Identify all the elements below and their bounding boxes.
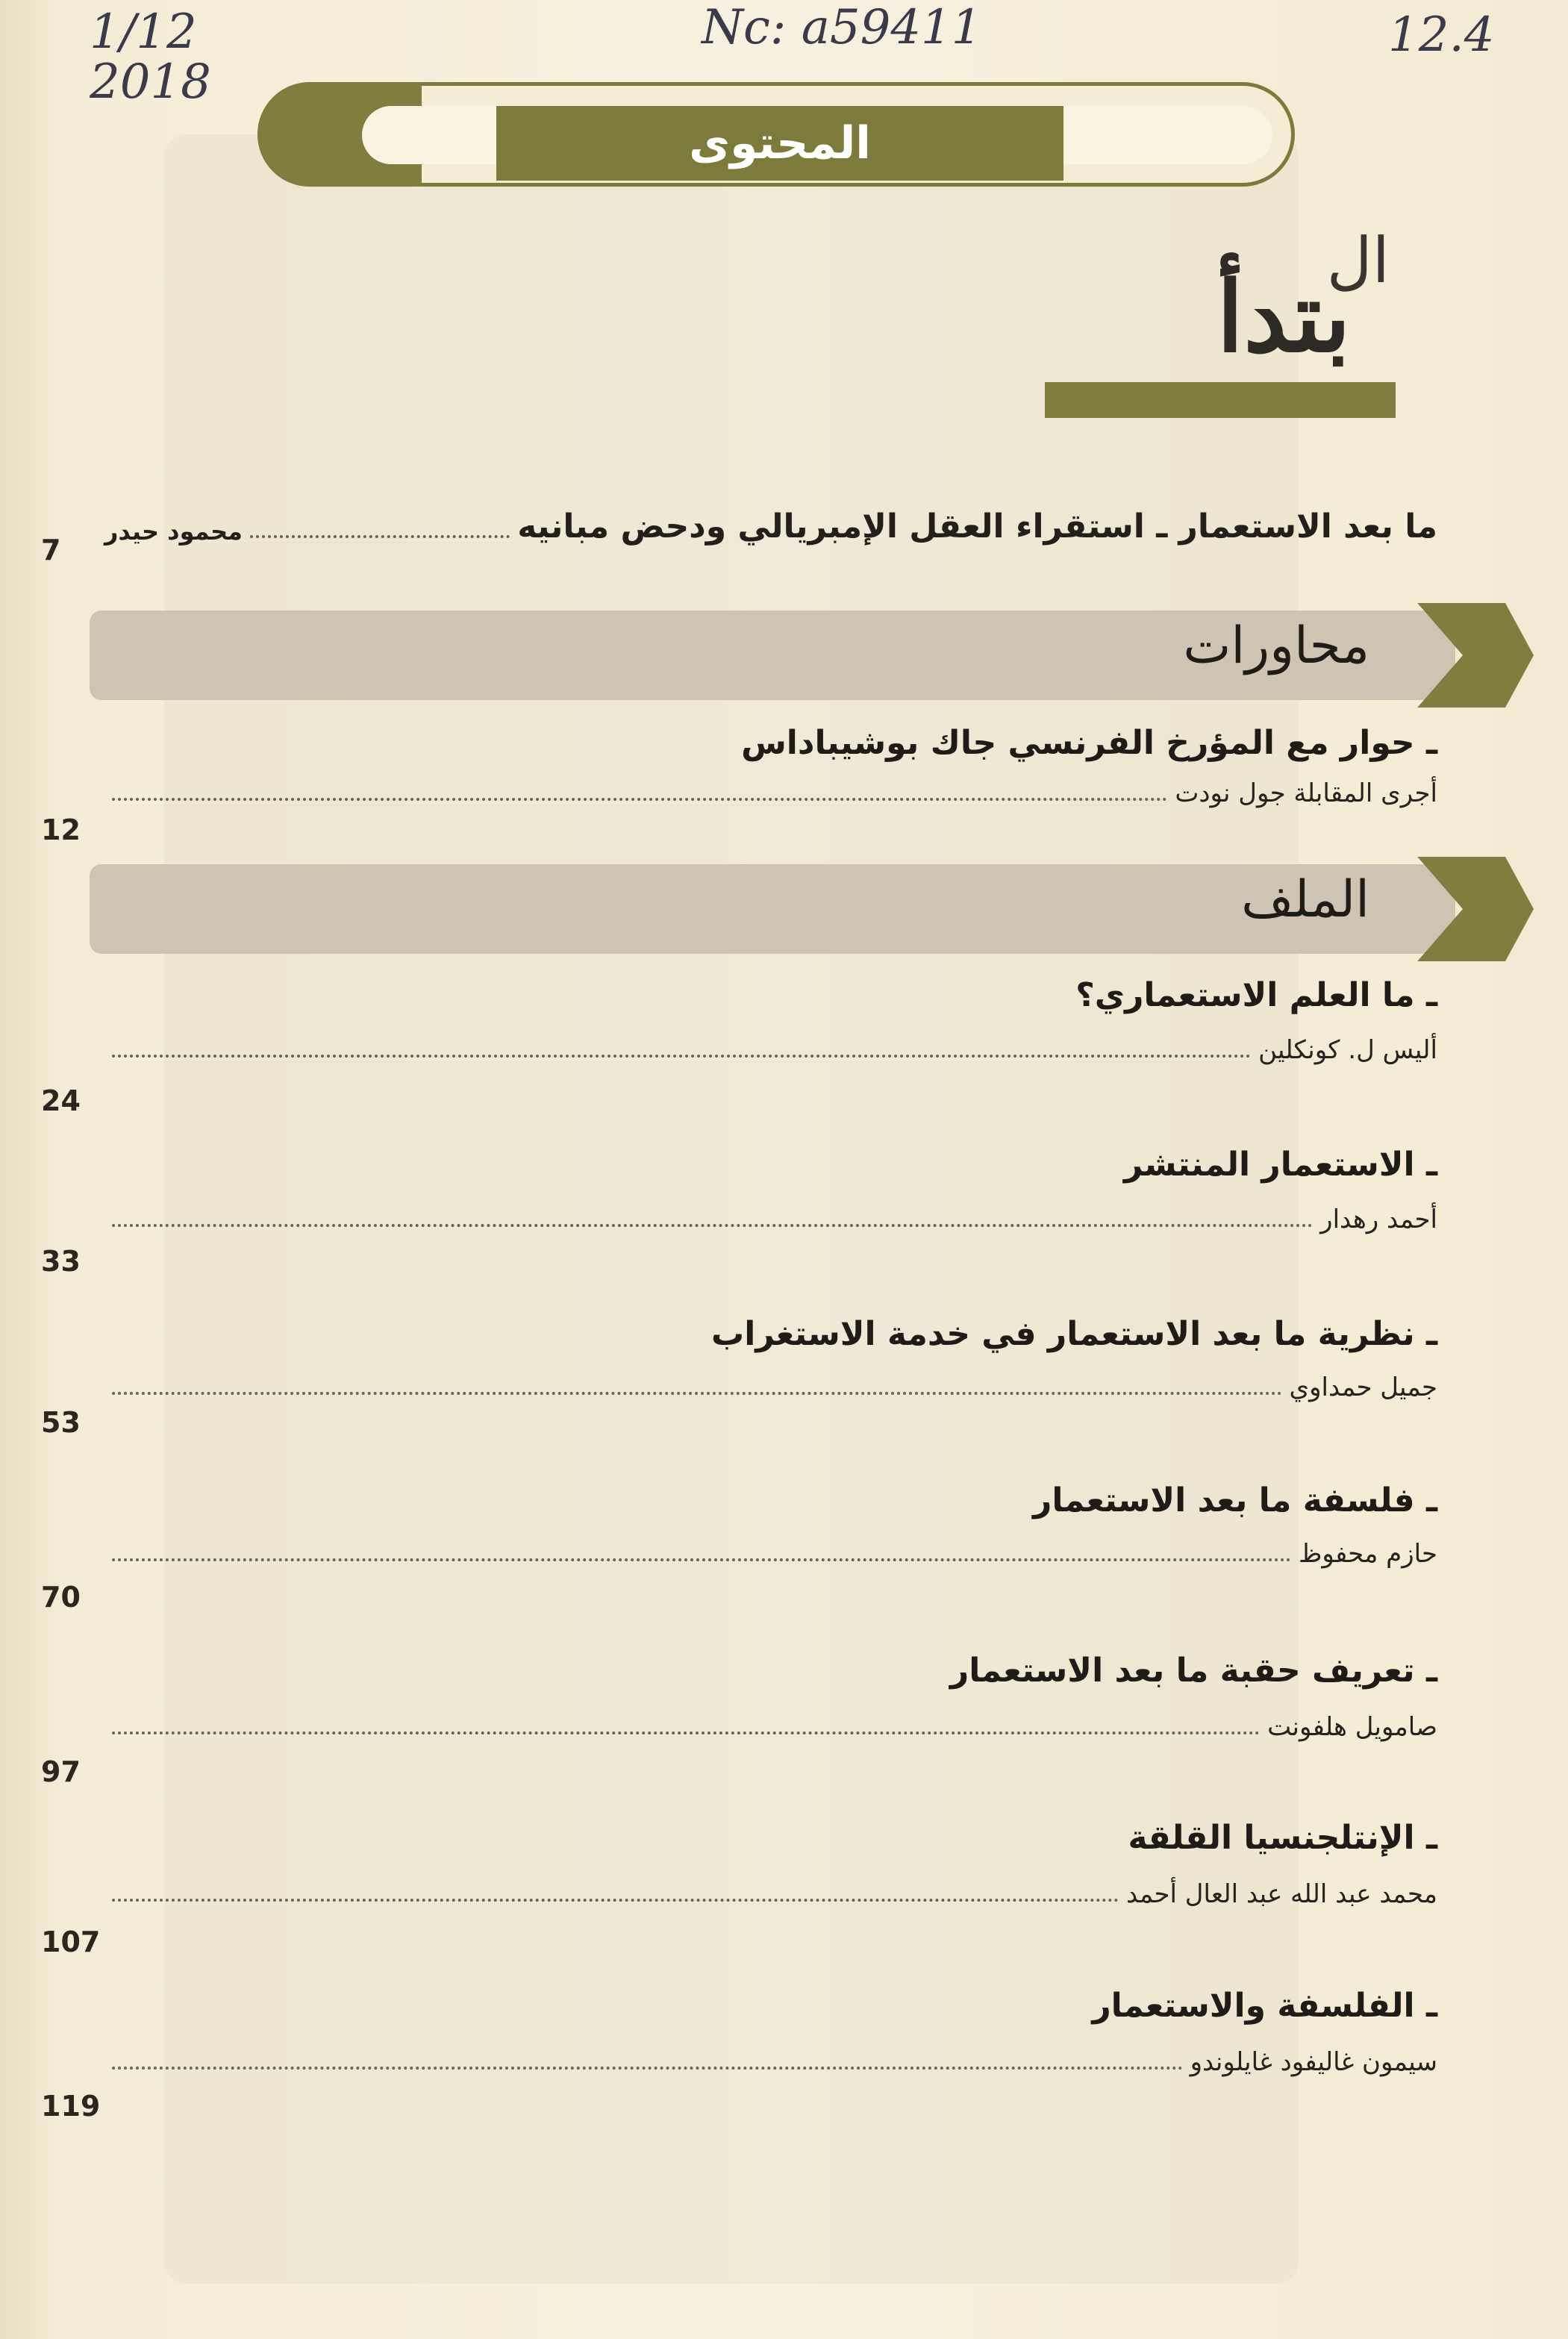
entry-author: أحمد رهدار xyxy=(1320,1205,1437,1234)
leader-dots xyxy=(112,1054,1251,1058)
section-label: الملف xyxy=(1241,870,1369,929)
entry-title: ما بعد الاستعمار ـ استقراء العقل الإمبريالي ودحض مبانيه xyxy=(517,508,1437,546)
toc-entry[interactable] xyxy=(104,1481,1437,1569)
leader-dots xyxy=(112,1731,1260,1734)
entry-author: حازم محفوظ xyxy=(1298,1539,1437,1569)
toc-entry[interactable] xyxy=(104,1146,1437,1234)
leader-dots xyxy=(112,1391,1282,1395)
page-number: 107 xyxy=(41,1926,101,1958)
section-header-interviews xyxy=(90,603,1534,704)
handwritten-catalog-number: Nc: a59411 xyxy=(702,0,982,55)
entry-author: أليس ل. كونكلين xyxy=(1258,1035,1437,1065)
leader-dots xyxy=(250,534,510,538)
logo-word: بتدأ xyxy=(1216,260,1351,374)
leader-dots xyxy=(112,1898,1119,1902)
leader-dots xyxy=(112,2066,1183,2070)
entry-title: ـ حوار مع المؤرخ الفرنسي جاك بوشيباداس xyxy=(741,724,1437,762)
handwritten-issue-number: 12.4 xyxy=(1388,7,1495,63)
toc-entry[interactable] xyxy=(104,1819,1437,1909)
entry-title: ـ نظرية ما بعد الاستعمار في خدمة الاستغراب xyxy=(711,1315,1437,1353)
toc-entry[interactable] xyxy=(104,1987,1437,2077)
entry-author: محمود حيدر xyxy=(104,517,243,546)
entry-title: ـ ما العلم الاستعماري؟ xyxy=(1075,976,1437,1014)
entry-title: ـ الإنتلجنسيا القلقة xyxy=(1128,1819,1437,1857)
contents-banner xyxy=(257,75,1302,198)
page-number: 70 xyxy=(41,1581,81,1614)
leader-dots xyxy=(112,1223,1313,1227)
entry-author: أجرى المقابلة جول نودت xyxy=(1175,778,1437,808)
entry-author: محمد عبد الله عبد العال أحمد xyxy=(1125,1879,1437,1909)
entry-author: صامويل هلفونت xyxy=(1267,1712,1437,1742)
toc-entry[interactable] xyxy=(104,1315,1437,1402)
page-number: 7 xyxy=(41,534,61,566)
logo-underline-bar xyxy=(1045,382,1396,418)
entry-title: ـ الفلسفة والاستعمار xyxy=(1092,1987,1437,2025)
entry-title: ـ تعريف حقبة ما بعد الاستعمار xyxy=(949,1652,1437,1690)
page-number: 97 xyxy=(41,1755,81,1788)
leader-dots xyxy=(112,1558,1291,1561)
page-number: 24 xyxy=(41,1084,81,1117)
entry-author: سيمون غاليفود غايلوندو xyxy=(1190,2047,1437,2077)
handwritten-date: 1/12 2018 xyxy=(90,4,211,110)
section-header-dossier xyxy=(90,857,1534,958)
toc-entry[interactable] xyxy=(104,976,1437,1065)
page-number: 33 xyxy=(41,1245,81,1278)
page-number: 119 xyxy=(41,2090,101,2123)
entry-title: ـ فلسفة ما بعد الاستعمار xyxy=(1032,1481,1437,1520)
page-number: 53 xyxy=(41,1406,81,1439)
section-label: محاورات xyxy=(1183,616,1369,675)
page-title: المحتوى xyxy=(496,106,1063,181)
entry-title: ـ الاستعمار المنتشر xyxy=(1123,1146,1437,1184)
logo-prefix: ال xyxy=(1326,224,1390,297)
opening-entry[interactable] xyxy=(104,508,1437,546)
page-number: 12 xyxy=(41,814,81,846)
ibtada-logo xyxy=(1045,224,1396,425)
leader-dots xyxy=(112,797,1167,801)
toc-entry[interactable] xyxy=(104,1652,1437,1742)
toc-entry[interactable] xyxy=(104,724,1437,808)
entry-author: جميل حمداوي xyxy=(1289,1373,1437,1402)
